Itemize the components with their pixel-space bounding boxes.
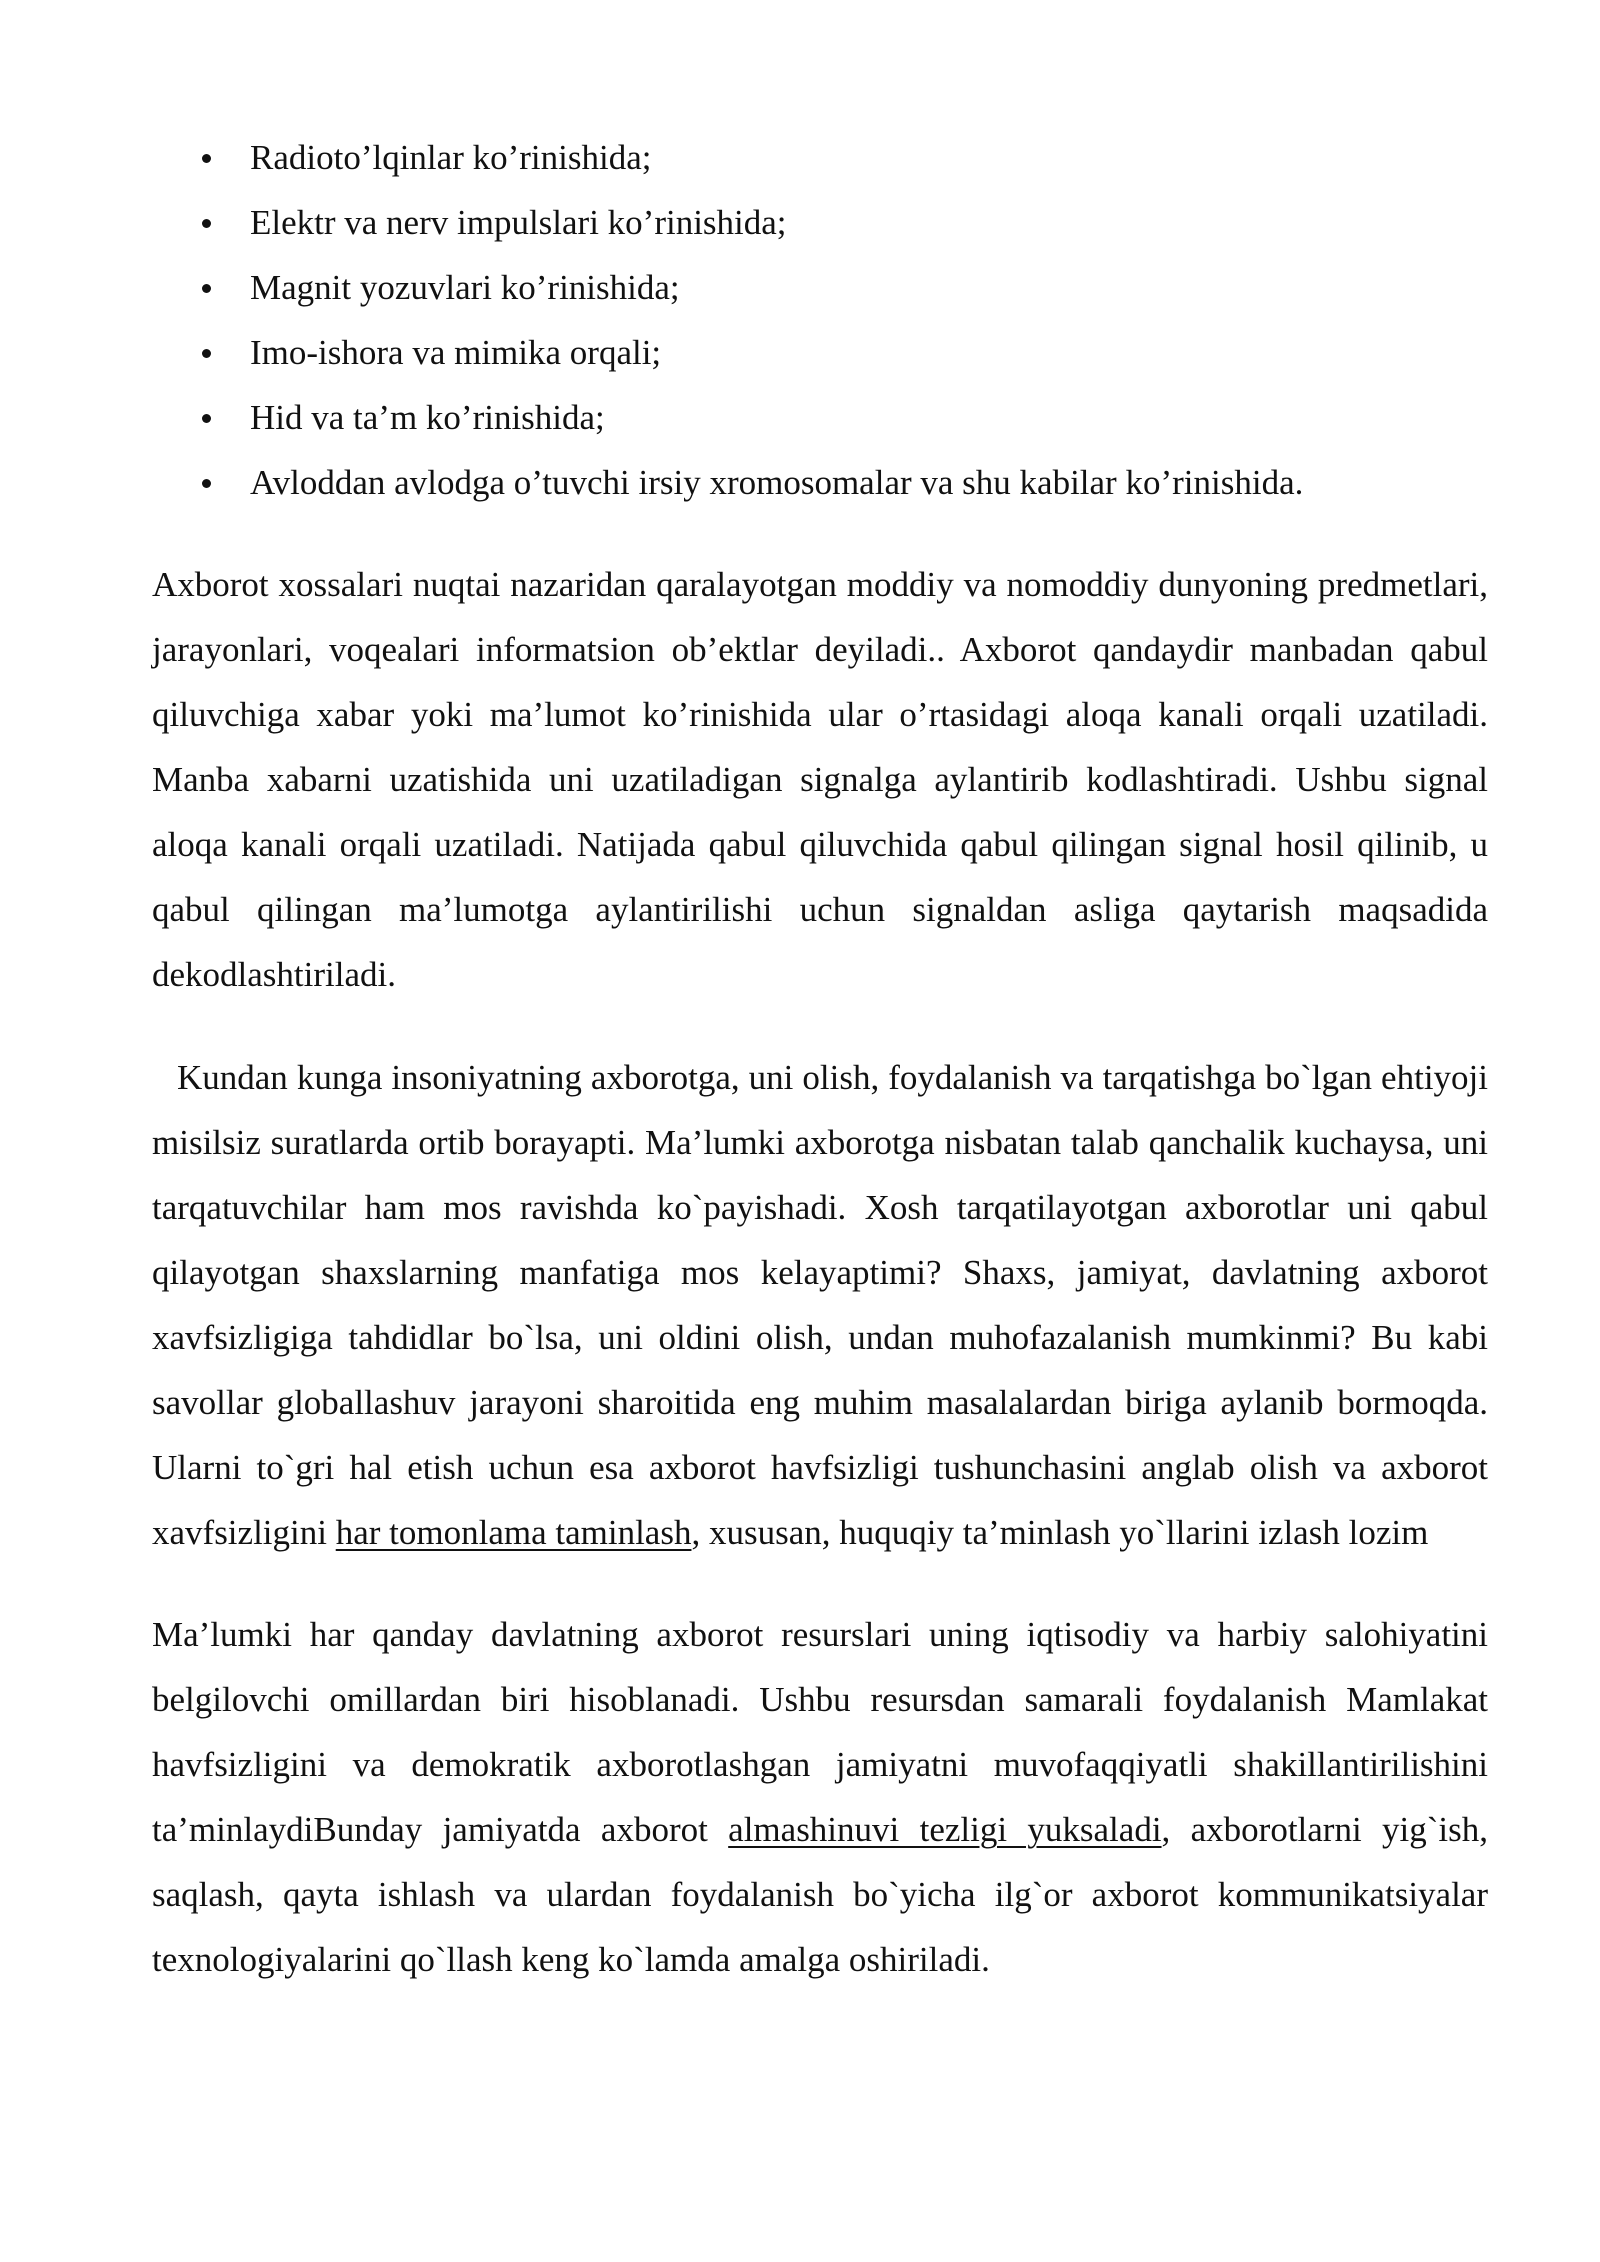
list-item (152, 255, 1488, 320)
list-item (152, 450, 1488, 515)
list-item-text: Hid va ta’m ko’rinishida; (250, 398, 605, 437)
underlined-phrase: har tomonlama taminlash (335, 1513, 692, 1552)
list-item (152, 320, 1488, 385)
bullet-icon (202, 349, 211, 358)
bullet-list (152, 125, 1488, 515)
paragraph-information-security (152, 1045, 1488, 1565)
list-item (152, 125, 1488, 190)
paragraph-text: Kundan kunga insoniyatning axborotga, uni olish, foydalanish va tarqatishga bo`lgan ehtiyoji misilsiz suratlarda ortib borayapti. Ma’lumki axborotga nisbatan talab qanchalik kuchaysa, uni tarqatuvchilar ham mos ravishda ko`payishadi. Xosh tarqatilayotgan axborotlar uni qabul qilayotgan shaxslarning manfatiga mos kelayaptimi? Shaxs, jamiyat, davlatning axborot xavfsizligiga tahdidlar bo`lsa, uni oldini olish, undan muhofazalanish mumkinmi? Bu kabi savollar globallashuv jarayoni sharoitida eng muhim masalalardan biriga aylanib bormoqda. Ularni to`gri hal etish uchun esa axborot havfsizligi tushunchasini anglab olish va axborot xavfsizligini (152, 1058, 1488, 1552)
bullet-icon (202, 479, 211, 488)
paragraph-informational-objects: Axborot xossalari nuqtai nazaridan qaralayotgan moddiy va nomoddiy dunyoning predmetlari, jarayonlari, voqealari informatsion ob’ektlar deyiladi.. Axborot qandaydir manbadan qabul qiluvchiga xabar yoki ma’lumot ko’rinishida ular o’rtasidagi aloqa kanali orqali uzatiladi. Manba xabarni uzatishida uni uzatiladigan signalga aylantirib kodlashtiradi. Ushbu signal aloqa kanali orqali uzatiladi. Natijada qabul qiluvchida qabul qilingan signal hosil qilinib, u qabul qilingan ma’lumotga aylantirilishi uchun signaldan asliga qaytarish maqsadida dekodlashtiriladi. (152, 565, 1488, 994)
paragraph-text: Ma’lumki har qanday davlatning axborot resurslari uning iqtisodiy va harbiy salohiyatini belgilovchi omillardan biri hisoblanadi. Ushbu resursdan samarali foydalanish Mamlakat havfsizligini va demokratik axborotlashgan jamiyatni muvofaqqiyatli shakillantirilishini ta’minlaydiBunday jamiyatda axborot (152, 1615, 1488, 1849)
paragraph-text: , xususan, huquqiy ta’minlash yo`llarini izlash lozim (691, 1513, 1429, 1552)
list-item-text: Radioto’lqinlar ko’rinishida; (250, 138, 652, 177)
underlined-phrase: almashinuvi tezligi yuksaladi (728, 1810, 1162, 1849)
list-item (152, 190, 1488, 255)
list-item (152, 385, 1488, 450)
paragraph-information-resources (152, 1602, 1488, 1992)
bullet-icon (202, 284, 211, 293)
bullet-icon (202, 154, 211, 163)
list-item-text: Magnit yozuvlari ko’rinishida; (250, 268, 680, 307)
paragraph-text: , axborotlarni yig`ish, saqlash, qayta ishlash va ulardan foydalanish bo`yicha ilg`or axborot kommunikatsiyalar texnologiyalarini qo`llash keng ko`lamda amalga oshiriladi. (152, 1810, 1489, 1979)
document-page (152, 125, 1488, 1992)
list-item-text: Imo-ishora va mimika orqali; (250, 333, 662, 372)
list-item-text: Avloddan avlodga o’tuvchi irsiy xromosomalar va shu kabilar ko’rinishida. (250, 463, 1304, 502)
bullet-icon (202, 219, 211, 228)
list-item-text: Elektr va nerv impulslari ko’rinishida; (250, 203, 787, 242)
bullet-icon (202, 414, 211, 423)
